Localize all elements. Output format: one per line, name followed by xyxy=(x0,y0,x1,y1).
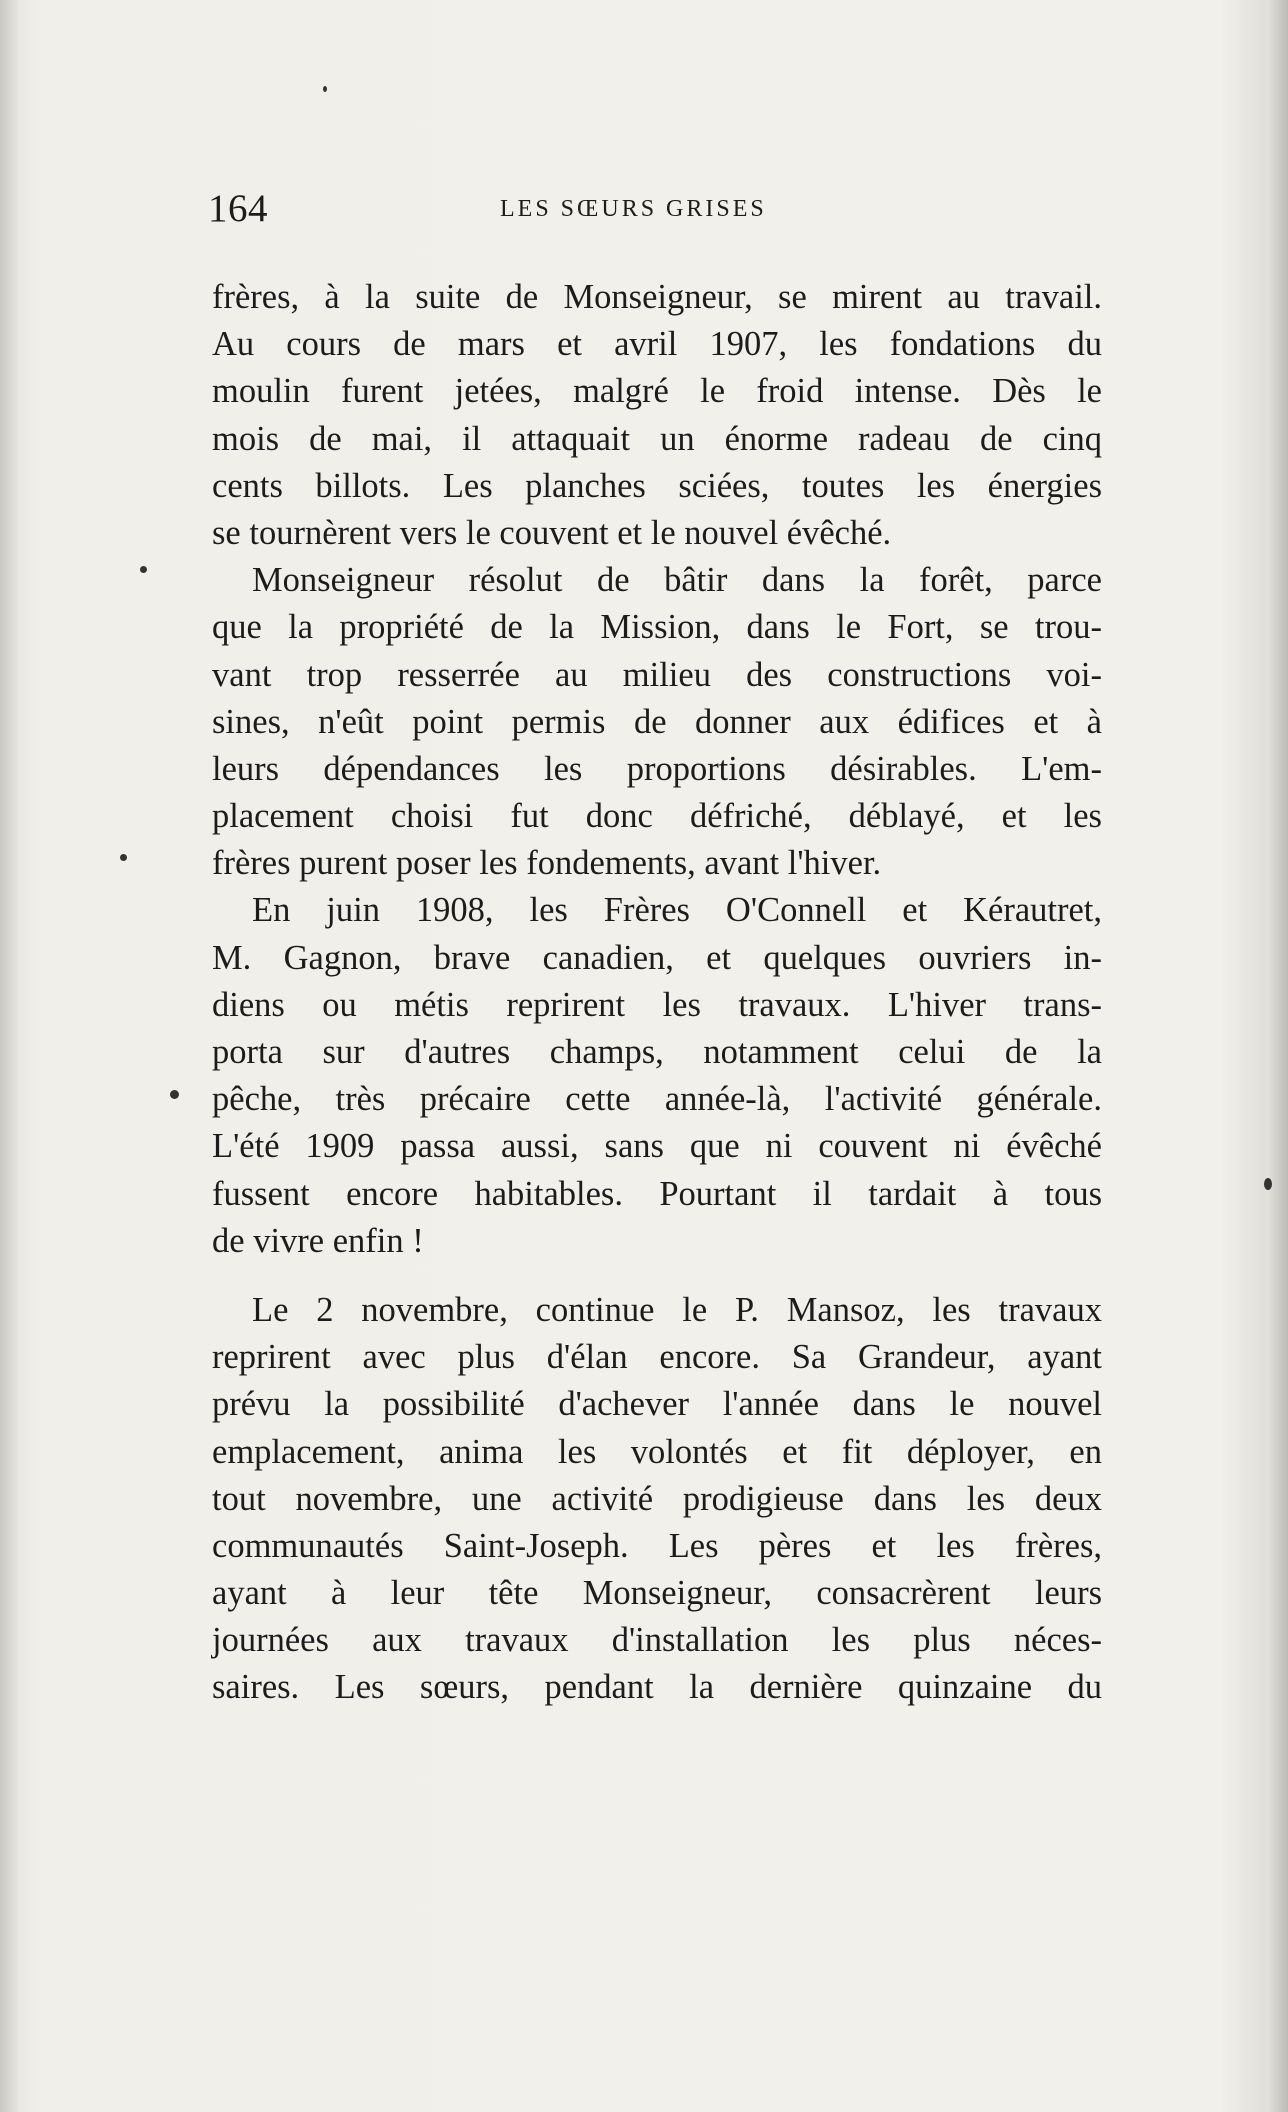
paragraph xyxy=(212,274,1102,557)
text-line: L'été 1909 passa aussi, sans que ni couvent ni évêché xyxy=(212,1127,1102,1166)
text-line: leurs dépendances les proportions désirables. L'em- xyxy=(212,749,1102,788)
text-line: moulin furent jetées, malgré le froid intense. Dès le xyxy=(212,372,1102,411)
text-line: porta sur d'autres champs, notamment celui de la xyxy=(212,1033,1102,1071)
text-line: sines, n'eût point permis de donner aux édifices et à xyxy=(212,702,1102,741)
text-line: vant trop resserrée au milieu des constructions voi- xyxy=(212,655,1102,694)
text-line: Au cours de mars et avril 1907, les fondations du xyxy=(212,325,1102,364)
text-line: En juin 1908, les Frères O'Connell et Kérautret, xyxy=(252,891,1102,930)
text-line: de vivre enfin ! xyxy=(212,1221,424,1260)
body-text xyxy=(212,274,1102,1712)
paragraph xyxy=(212,557,1102,887)
text-line: communautés Saint-Joseph. Les pères et les frères, xyxy=(212,1526,1102,1565)
paragraph-gap xyxy=(212,1265,1102,1287)
scan-speck xyxy=(323,86,327,92)
text-line: diens ou métis reprirent les travaux. L'hiver trans- xyxy=(212,985,1102,1024)
text-line: reprirent avec plus d'élan encore. Sa Grandeur, ayant xyxy=(212,1338,1102,1377)
text-line: que la propriété de la Mission, dans le Fort, se trou- xyxy=(212,608,1102,647)
text-line: se tournèrent vers le couvent et le nouvel évêché. xyxy=(212,513,892,552)
text-line: Le 2 novembre, continue le P. Mansoz, les travaux xyxy=(252,1290,1102,1329)
text-line: emplacement, anima les volontés et fit déployer, en xyxy=(212,1432,1102,1471)
text-line: prévu la possibilité d'achever l'année dans le nouvel xyxy=(212,1385,1102,1424)
text-line: mois de mai, il attaquait un énorme radeau de cinq xyxy=(212,419,1102,458)
paragraph xyxy=(212,887,1102,1265)
text-line: fussent encore habitables. Pourtant il tardait à tous xyxy=(212,1174,1102,1213)
scan-speck xyxy=(170,1090,179,1099)
scan-speck xyxy=(1264,1178,1272,1190)
text-line: cents billots. Les planches sciées, toutes les énergies xyxy=(212,466,1102,505)
text-line: tout novembre, une activité prodigieuse dans les deux xyxy=(212,1479,1102,1518)
text-line: frères, à la suite de Monseigneur, se mirent au travail. xyxy=(212,278,1102,316)
running-head xyxy=(208,186,1108,236)
scan-speck xyxy=(140,566,147,573)
text-line: pêche, très précaire cette année-là, l'activité générale. xyxy=(212,1080,1102,1119)
page-right-edge xyxy=(1266,0,1288,2112)
scan-speck xyxy=(120,854,127,861)
text-line: journées aux travaux d'installation les plus néces- xyxy=(212,1621,1102,1660)
text-line: Monseigneur résolut de bâtir dans la forêt, parce xyxy=(252,561,1102,600)
page-number: 164 xyxy=(208,187,268,230)
text-line: placement choisi fut donc défriché, déblayé, et les xyxy=(212,797,1102,836)
paragraph xyxy=(212,1287,1102,1712)
text-line: M. Gagnon, brave canadien, et quelques ouvriers in- xyxy=(212,938,1102,977)
text-line: ayant à leur tête Monseigneur, consacrèrent leurs xyxy=(212,1574,1102,1613)
page-binding-edge xyxy=(0,0,18,2112)
running-title: LES SŒURS GRISES xyxy=(500,196,767,222)
text-line: frères purent poser les fondements, avant l'hiver. xyxy=(212,844,882,883)
text-line: saires. Les sœurs, pendant la dernière quinzaine du xyxy=(212,1668,1102,1707)
